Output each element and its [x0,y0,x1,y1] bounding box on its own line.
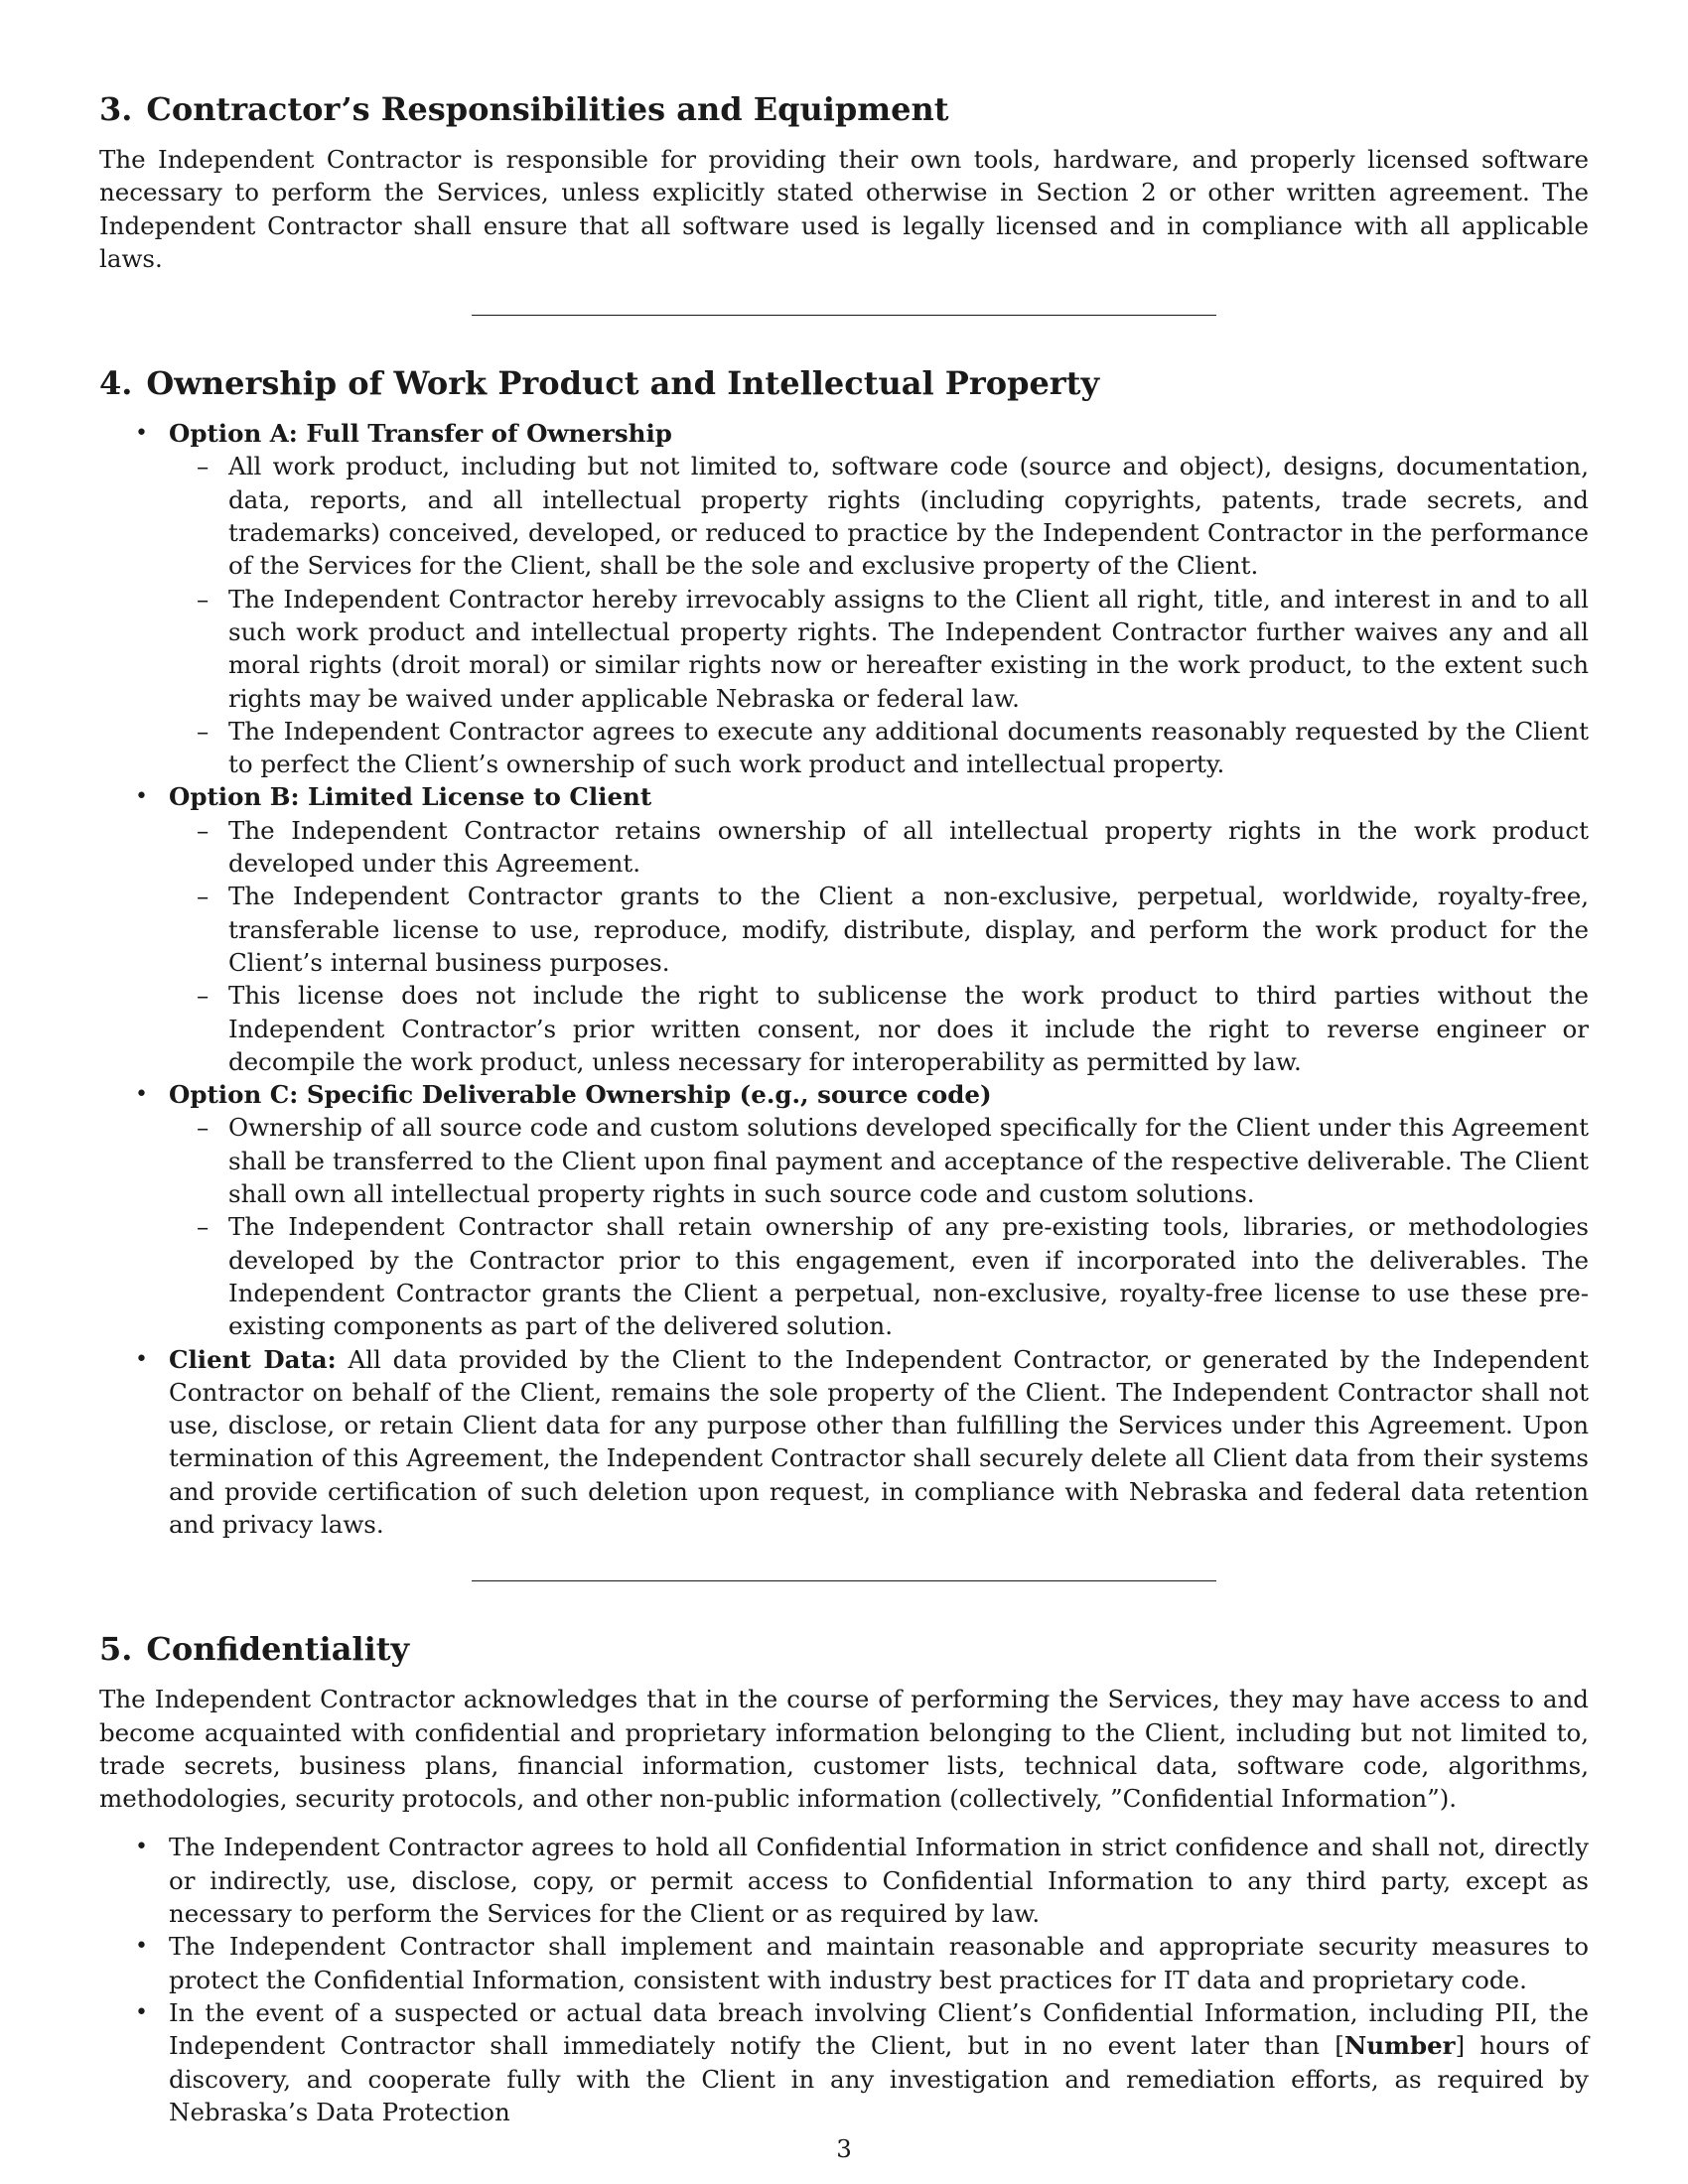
section-5-heading [99,1629,1589,1669]
list-item: • In the event of a suspected or actual data breach involving Client’s Confidential Information, including PII, the Independent Contractor shall immediately notify the Client, but in no event later than [Number] hours of discovery, and cooperate fully with the Client in any investigation and remediation efforts, as required by Nebraska’s Data Protection [135,1997,1589,2126]
dash-icon: – [197,452,210,481]
list-item: – The Independent Contractor retains ownership of all intellectual property rights in the work product developed under this Agreement. [197,815,1589,879]
dash-icon: – [197,716,210,746]
option-title: Option C: Specific Deliverable Ownership (e.g., source code) [169,1080,992,1110]
list-item: – The Independent Contractor grants to the Client a non-exclusive, perpetual, worldwide, royalty-free, transferable license to use, reproduce, modify, distribute, display, and perform the work product for the Client’s internal business purposes. [197,882,1589,977]
option-c [99,1078,1589,1342]
client-data-label: Client Data: [169,1344,337,1374]
section-number: 3. [99,90,133,128]
bullet-icon: • [135,1346,148,1372]
dash-icon: – [197,882,210,911]
list-item: • The Independent Contractor shall implement and maintain reasonable and appropriate security measures to protect the Confidential Information, consistent with industry best practices for IT data and proprietary code. [135,1932,1589,1994]
section-3-heading [99,89,1589,129]
section-divider [472,315,1216,316]
bullet-icon: • [135,1082,148,1108]
option-c-items [169,1111,1589,1342]
section-number: 4. [99,364,133,403]
section-title: Ownership of Work Product and Intellectual Property [146,364,1100,403]
confidentiality-list [99,1831,1589,2128]
bullet-icon: • [135,784,148,810]
bullet-icon: • [135,1999,148,2025]
list-item: – The Independent Contractor agrees to execute any additional documents reasonably requested by the Client to perfect the Client’s ownership of such work product and intellectual property. [197,716,1589,779]
section-5-intro: The Independent Contractor acknowledges that in the course of performing the Services, they may have access to and become acquainted with confidential and proprietary information belonging to the Client, including but not limited to, trade secrets, business plans, financial information, customer lists, technical data, software code, algorithms, methodologies, security protocols, and other non-public information (collectively, ”Confidential Information”). [99,1685,1589,1814]
document-page [99,89,1589,2128]
list-item: – Ownership of all source code and custom solutions developed specifically for the Client under this Agreement shall be transferred to the Client upon final payment and acceptance of the respective deliverable. The Client shall own all intellectual property rights in such source code and custom solutions. [197,1113,1589,1209]
section-4-heading [99,363,1589,403]
page-number: 3 [836,2134,852,2163]
option-b [99,780,1589,1078]
list-item: • The Independent Contractor agrees to hold all Confidential Information in strict confidence and shall not, directly or indirectly, use, disclose, copy, or permit access to Confidential Information to any third party, except as necessary to perform the Services for the Client or as required by law. [135,1833,1589,1929]
bullet-icon: • [135,1835,148,1860]
option-title: Option A: Full Transfer of Ownership [169,419,672,449]
bullet-icon: • [135,421,148,447]
dash-icon: – [197,1113,210,1143]
client-data-item [99,1343,1589,1542]
list-item: – This license does not include the right to sublicense the work product to third parties without the Independent Contractor’s prior written consent, nor does it include the right to reverse engineer or decompile the work product, unless necessary for interoperability as permitted by law. [197,981,1589,1076]
list-item: – All work product, including but not limited to, software code (source and object), designs, documentation, data, reports, and all intellectual property rights (including copyrights, patents, trade secrets, and trademarks) conceived, developed, or reduced to practice by the Independent Contractor in the performance of the Services for the Client, shall be the sole and exclusive property of the Client. [197,452,1589,581]
placeholder-number: Number [1343,2031,1456,2061]
section-title: Confidentiality [146,1630,410,1669]
option-b-items [169,814,1589,1078]
dash-icon: – [197,981,210,1011]
section-number: 5. [99,1630,133,1669]
dash-icon: – [197,815,210,845]
client-data-text: All data provided by the Client to the Independent Contractor, or generated by the Independent Contractor on behalf of the Client, remains the sole property of the Client. The Independent Contractor shall not use, disclose, or retain Client data for any purpose other than fulfilling the Services under this Agreement. Upon termination of this Agreement, the Independent Contractor shall securely delete all Client data from their systems and provide certification of such deletion upon request, in compliance with Nebraska and federal data retention and privacy laws. [169,1344,1590,1539]
option-a-items [169,450,1589,780]
bullet-icon: • [135,1934,148,1960]
ownership-options-list [99,417,1589,1541]
option-a [99,417,1589,780]
dash-icon: – [197,584,210,614]
list-item: – The Independent Contractor shall retain ownership of any pre-existing tools, libraries, or methodologies developed by the Contractor prior to this engagement, even if incorporated into the deliverables. The Independent Contractor grants the Client a perpetual, non-exclusive, royalty-free license to use these pre-existing components as part of the delivered solution. [197,1212,1589,1341]
section-divider [472,1580,1216,1581]
dash-icon: – [197,1212,210,1242]
list-item: – The Independent Contractor hereby irrevocably assigns to the Client all right, title, and interest in and to all such work product and intellectual property rights. The Independent Contractor further waives any and all moral rights (droit moral) or similar rights now or hereafter existing in the work product, to the extent such rights may be waived under applicable Nebraska or federal law. [197,584,1589,713]
section-title: Contractor’s Responsibilities and Equipment [146,90,949,128]
option-title: Option B: Limited License to Client [169,782,652,812]
section-3-body: The Independent Contractor is responsible for providing their own tools, hardware, and properly licensed software necessary to perform the Services, unless explicitly stated otherwise in Section 2 or other written agreement. The Independent Contractor shall ensure that all software used is legally licensed and in compliance with all applicable laws. [99,145,1589,273]
